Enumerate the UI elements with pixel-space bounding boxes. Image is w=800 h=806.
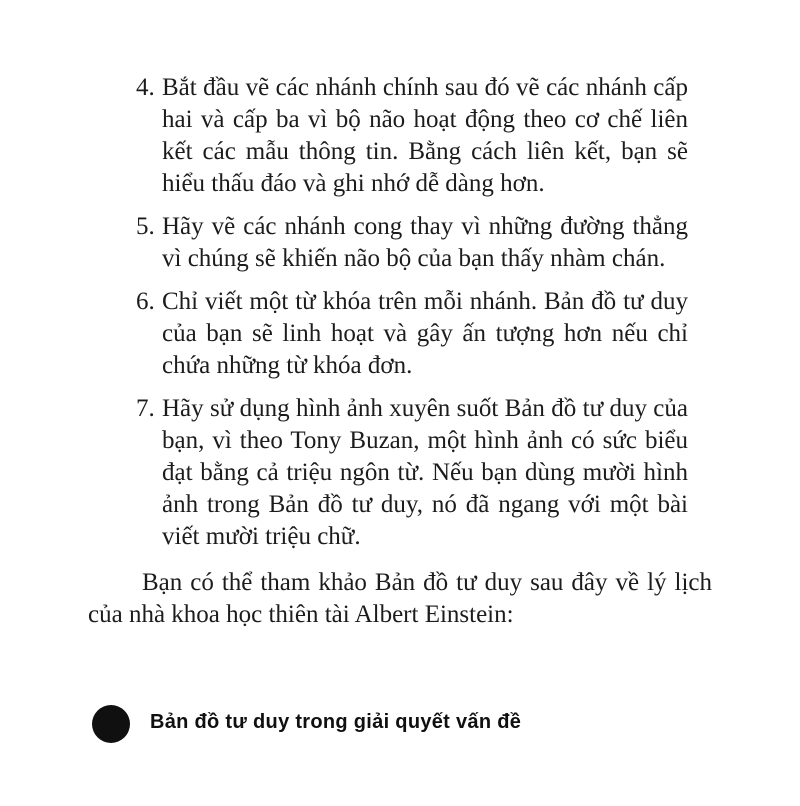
list-item-number: 7. — [136, 395, 155, 422]
list-item-text: Hãy vẽ các nhánh cong thay vì những đường thẳng vì chúng sẽ khiến não bộ của bạn thấy nhàm chán. — [162, 213, 688, 272]
list-item — [136, 211, 688, 275]
list-item — [136, 393, 688, 553]
filled-circle-icon — [92, 705, 130, 743]
list-item-number: 4. — [136, 74, 155, 101]
list-item — [136, 72, 688, 200]
page-footer — [0, 700, 800, 750]
numbered-list — [88, 72, 712, 553]
body-text-column — [88, 72, 712, 631]
list-item — [136, 286, 688, 382]
list-item-text: Hãy sử dụng hình ảnh xuyên suốt Bản đồ tư duy của bạn, vì theo Tony Buzan, một hình ảnh có sức biểu đạt bằng cả triệu ngôn từ. Nếu bạn dùng mười hình ảnh trong Bản đồ tư duy, nó đã ngang với một bài viết mười triệu chữ. — [162, 395, 688, 550]
list-item-text: Chỉ viết một từ khóa trên mỗi nhánh. Bản đồ tư duy của bạn sẽ linh hoạt và gây ấn tượng hơn nếu chỉ chứa những từ khóa đơn. — [162, 288, 688, 379]
footer-running-title: Bản đồ tư duy trong giải quyết vấn đề — [150, 711, 522, 733]
list-item-number: 6. — [136, 288, 155, 315]
closing-paragraph: Bạn có thể tham khảo Bản đồ tư duy sau đây về lý lịch của nhà khoa học thiên tài Albert Einstein: — [88, 569, 712, 628]
list-item-text: Bắt đầu vẽ các nhánh chính sau đó vẽ các nhánh cấp hai và cấp ba vì bộ não hoạt động theo cơ chế liên kết các mẫu thông tin. Bằng cách liên kết, bạn sẽ hiểu thấu đáo và ghi nhớ dễ dàng hơn. — [162, 74, 688, 197]
list-item-number: 5. — [136, 213, 155, 240]
